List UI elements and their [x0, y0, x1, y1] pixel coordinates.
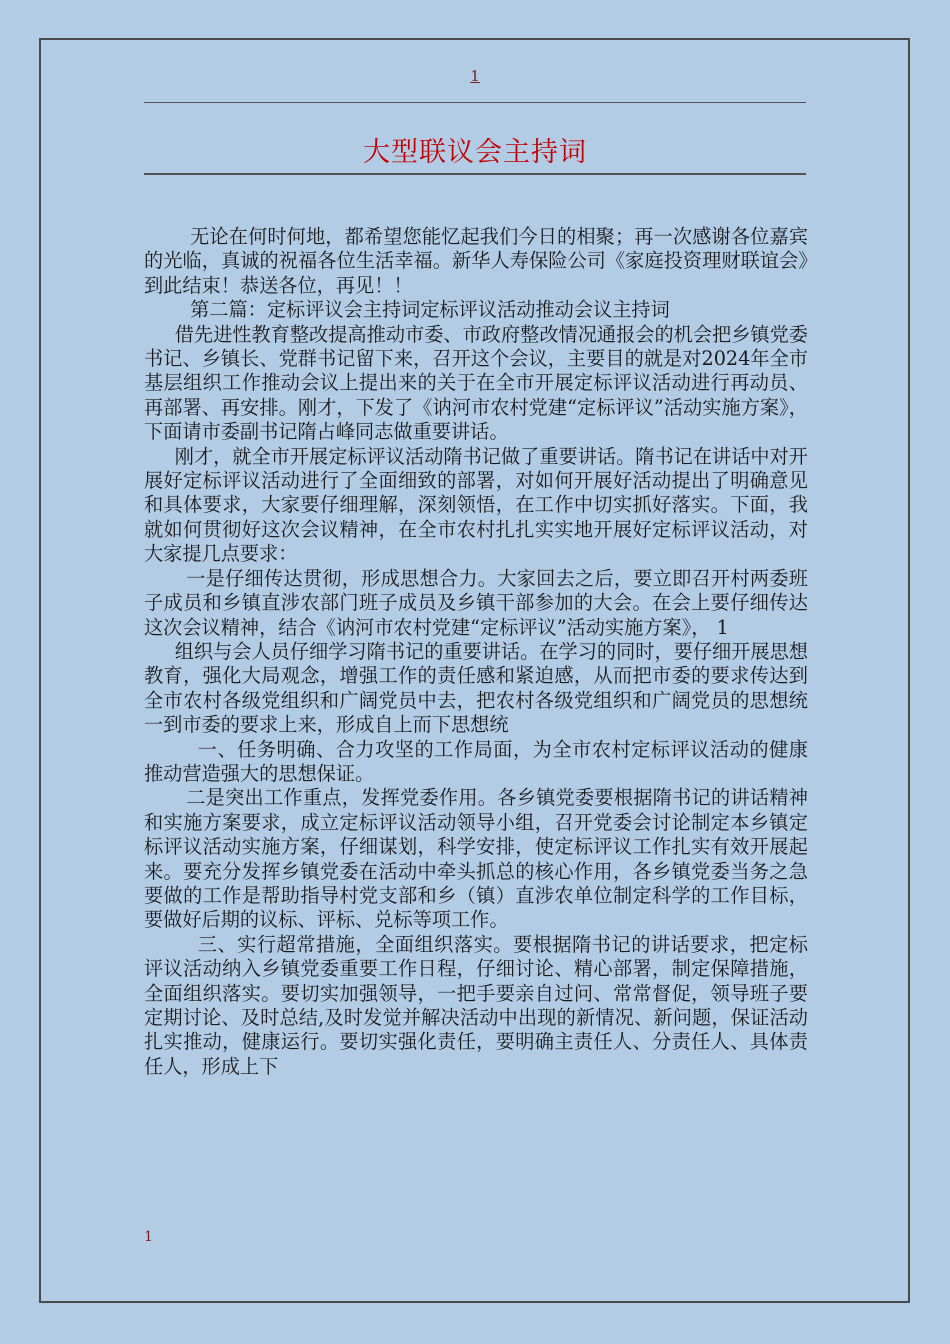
body-paragraph: 借先进性教育整改提高推动市委、市政府整改情况通报会的机会把乡镇党委书记、乡镇长、党群书记留下来，召开这个会议，主要目的就是对2024年全市基层组织工作推动会议上提出来的关于在全市开展定标评议活动进行再动员、再部署、再安排。刚才，下发了《讷河市农村党建“定标评议”活动实施方案》，下面请市委副书记隋占峰同志做重要讲话。	[144, 322, 808, 444]
body-paragraph: 二是突出工作重点，发挥党委作用。各乡镇党委要根据隋书记的讲话精神和实施方案要求，成立定标评议活动领导小组，召开党委会讨论制定本乡镇定标评议活动实施方案，仔细谋划，科学安排，使定标评议工作扎实有效开展起来。要充分发挥乡镇党委在活动中牵头抓总的核心作用，各乡镇党委当务之急要做的工作是帮助指导村党支部和乡（镇）直涉农单位制定科学的工作目标，要做好后期的议标、评标、兑标等项工作。	[144, 786, 808, 932]
header-divider	[144, 102, 806, 103]
title-divider	[144, 173, 806, 175]
document-body	[144, 225, 808, 1079]
header-page-number: 1	[470, 67, 480, 85]
body-paragraph: 第二篇：定标评议会主持词定标评议活动推动会议主持词	[190, 298, 670, 322]
body-paragraph: 组织与会人员仔细学习隋书记的重要讲话。在学习的同时，要仔细开展思想教育，强化大局观念，增强工作的责任感和紧迫感，从而把市委的要求传达到全市农村各级党组织和广阔党员中去，把农村各级党组织和广阔党员的思想统一到市委的要求上来，形成自上而下思想统	[144, 639, 808, 737]
footer-page-number: 1	[144, 1229, 153, 1245]
body-paragraph: 一、任务明确、合力攻坚的工作局面，为全市农村定标评议活动的健康推动营造强大的思想保证。	[144, 737, 808, 785]
body-paragraph: 一是仔细传达贯彻，形成思想合力。大家回去之后，要立即召开村两委班子成员和乡镇直涉农部门班子成员及乡镇干部参加的大会。在会上要仔细传达这次会议精神，结合《讷河市农村党建“定标评议”活动实施方案》， 1	[144, 566, 808, 639]
document-title: 大型联议会主持词	[363, 137, 587, 168]
body-paragraph: 三、实行超常措施，全面组织落实。要根据隋书记的讲话要求，把定标评议活动纳入乡镇党委重要工作日程，仔细讨论、精心部署，制定保障措施，全面组织落实。要切实加强领导，一把手要亲自过问、常常督促，领导班子要定期讨论、及时总结,及时发觉并解决活动中出现的新情况、新问题，保证活动扎实推动，健康运行。要切实强化责任，要明确主责任人、分责任人、具体责任人，形成上下	[144, 932, 808, 1078]
body-paragraph: 刚才，就全市开展定标评议活动隋书记做了重要讲话。隋书记在讲话中对开展好定标评议活动进行了全面细致的部署，对如何开展好活动提出了明确意见和具体要求，大家要仔细理解，深刻领悟，在工作中切实抓好落实。下面，我就如何贯彻好这次会议精神，在全市农村扎扎实实地开展好定标评议活动，对大家提几点要求：	[144, 444, 808, 566]
body-paragraph: 无论在何时何地，都希望您能忆起我们今日的相聚；再一次感谢各位嘉宾的光临，真诚的祝福各位生活幸福。新华人寿保险公司《家庭投资理财联谊会》到此结束！恭送各位，再见！！	[144, 225, 808, 297]
